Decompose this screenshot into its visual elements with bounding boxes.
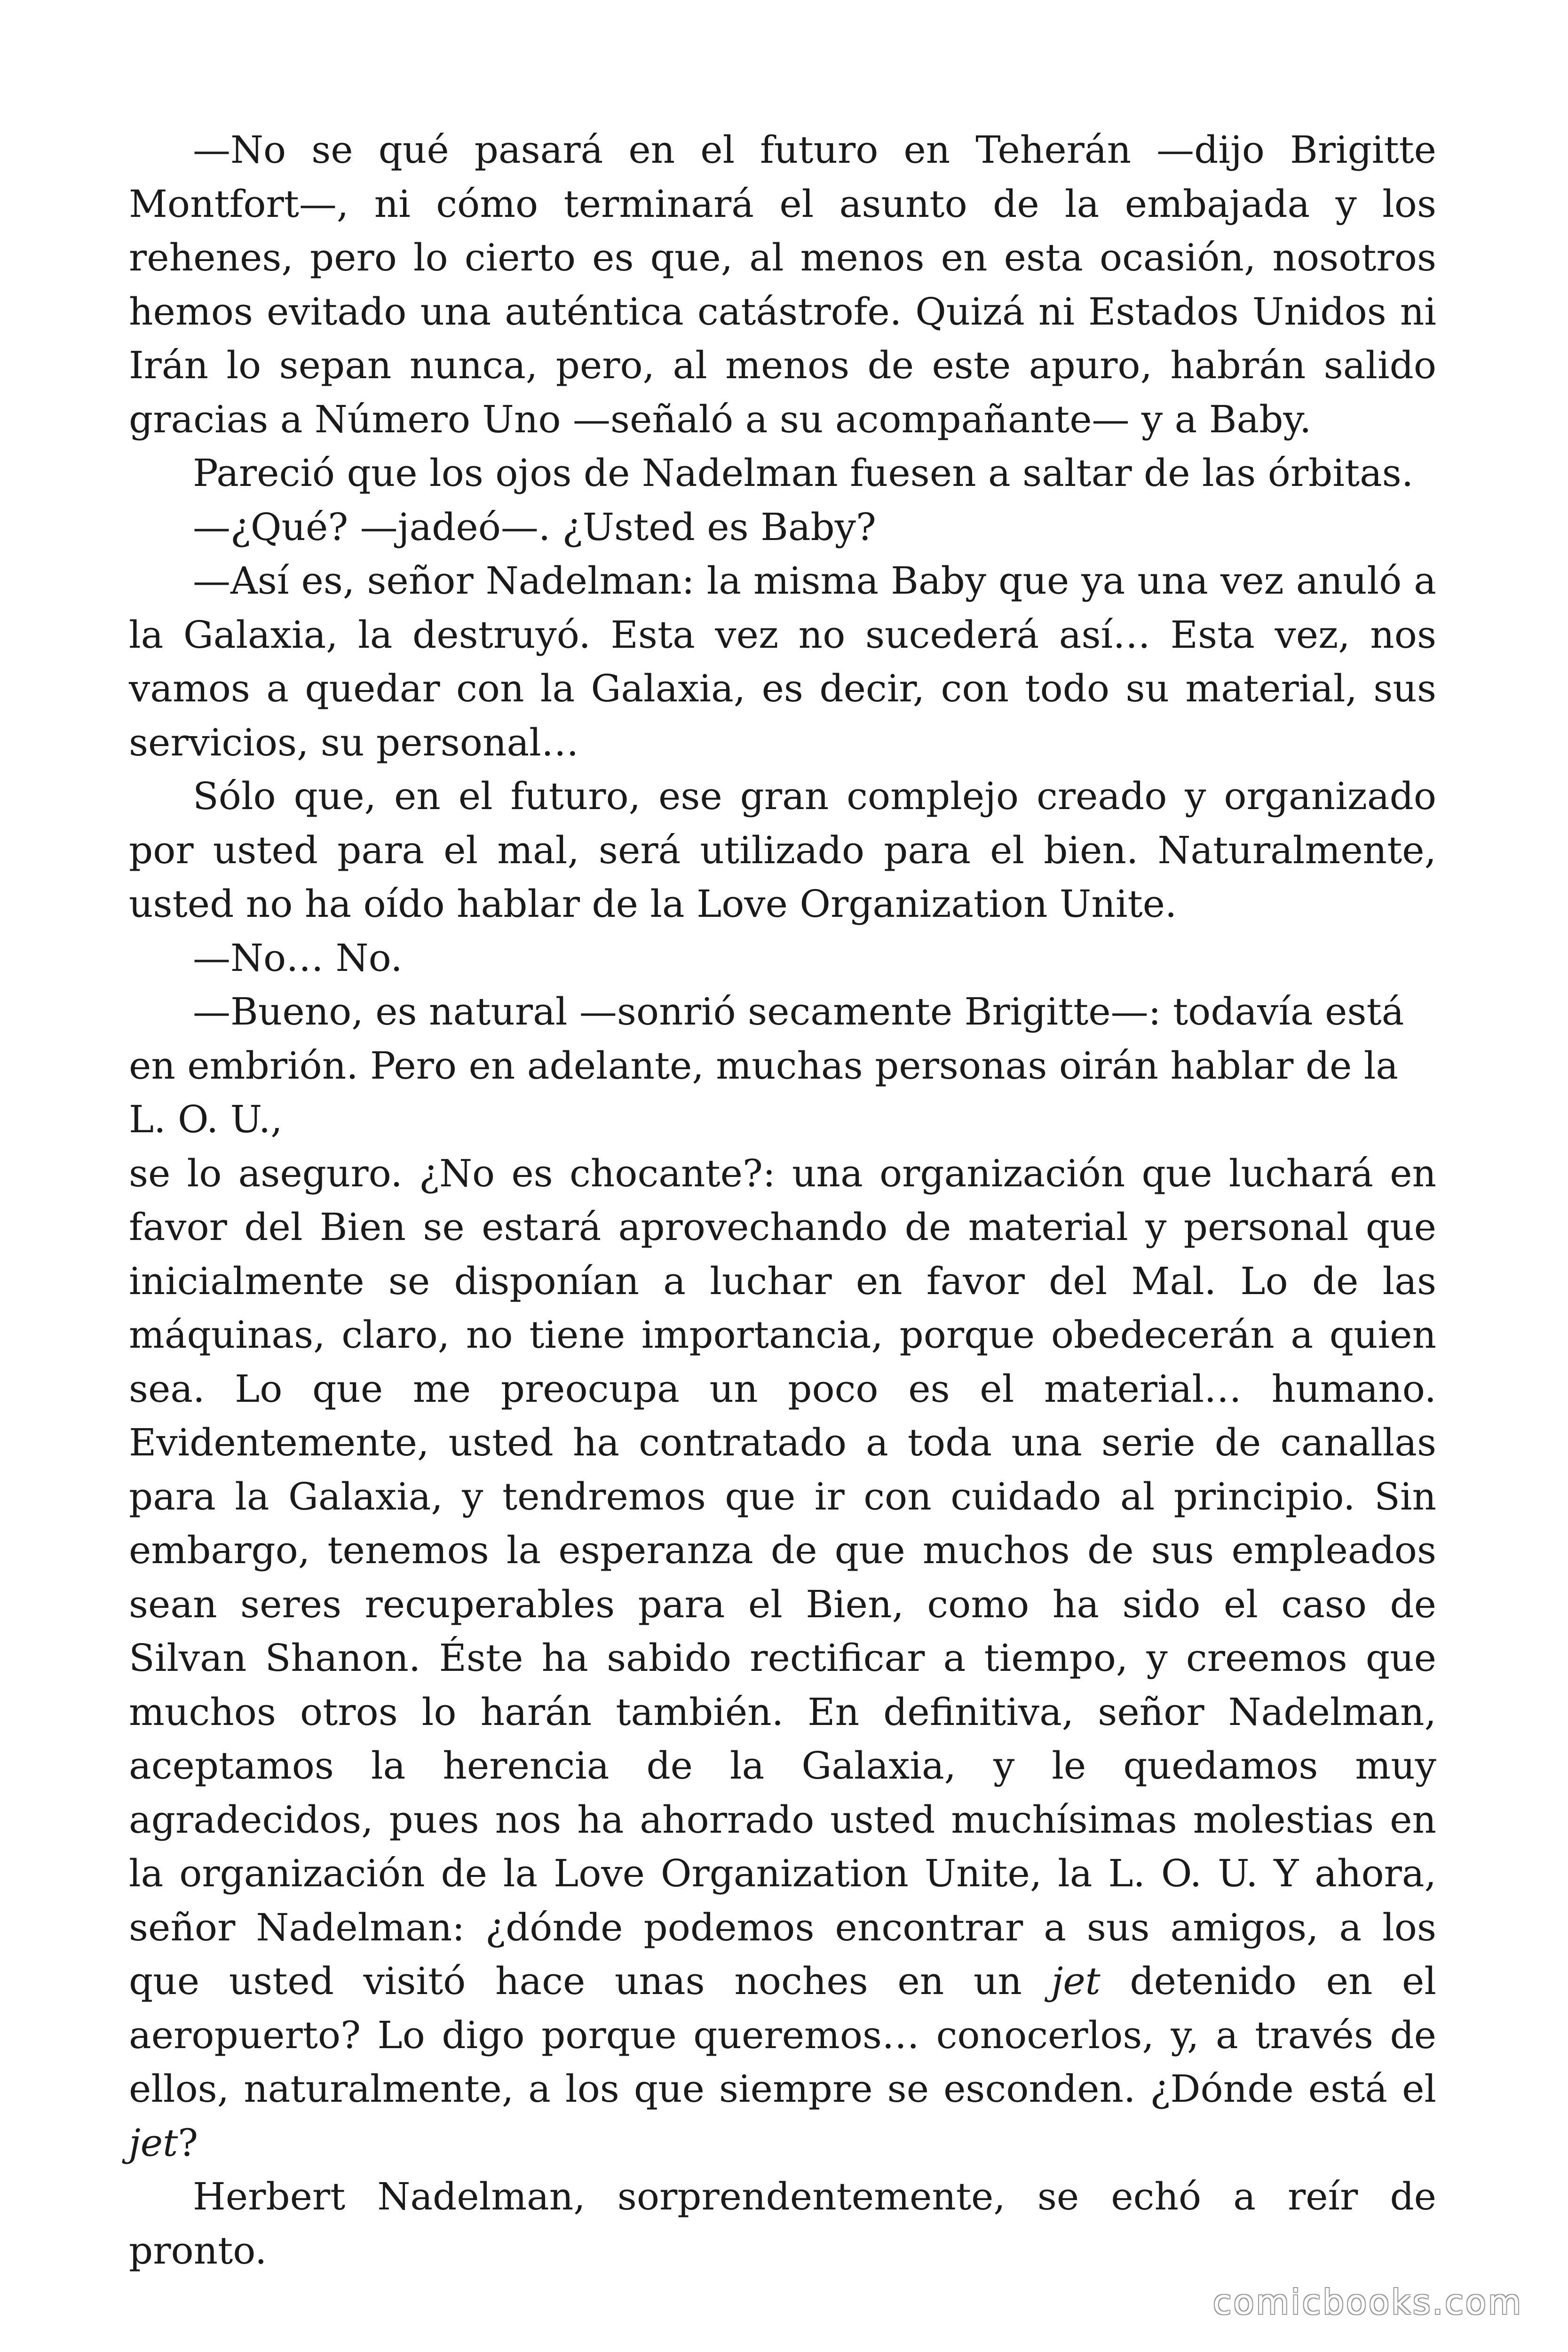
paragraph: —No… No. <box>193 936 403 980</box>
paragraph: Sólo que, en el futuro, ese gran complejo creado y organizado por usted para el mal, será utilizado para el bien. Naturalmente, usted no ha oído hablar de la Love Organization Unite. <box>129 774 1436 926</box>
paragraph: Pareció que los ojos de Nadelman fuesen a saltar de las órbitas. <box>193 451 1414 495</box>
paragraph: —¿Qué? —jadeó—. ¿Usted es Baby? <box>193 505 876 549</box>
paragraph: —No se qué pasará en el futuro en Teherán —dijo Brigitte Montfort—, ni cómo terminará el asunto de la embajada y los rehenes, pero lo cierto es que, al menos en esta ocasión, nosotros hemos evitado una auténtica catástrofe. Quizá ni Estados Unidos ni Irán lo sepan nunca, pero, al menos de este apuro, habrán salido gracias a Número Uno —señaló a su acompañante— y a Baby. <box>129 128 1436 441</box>
paragraph: Herbert Nadelman, sorprendentemente, se echó a reír de pronto. <box>129 2175 1436 2273</box>
italic-text: jet <box>1051 1959 1101 2003</box>
paragraph: —Bueno, es natural —sonrió secamente Brigitte—: todavía está en embrión. Pero en adelante, muchas personas oirán hablar de la <box>129 990 1404 1088</box>
text-run: ? <box>178 2121 198 2165</box>
watermark-logo: comicbooks.com <box>1212 2282 1523 2322</box>
italic-text: jet <box>129 2121 178 2165</box>
text-run: se lo aseguro. ¿No es chocante?: una organización que luchará en favor del Bien se estará aprovechando de material y personal que inicialmente se disponían a luchar en favor del Mal. Lo de las máquinas, claro, no tiene importancia, porque obedecerán a quien sea. Lo que me preocupa un poco es el material… humano. Evidentemente, usted ha contratado a toda una serie de canallas para la Galaxia, y tendremos que ir con cuidado al principio. Sin embargo, tenemos la esperanza de que muchos de sus empleados sean seres recuperables para el Bien, como ha sido el caso de Silvan Shanon. Éste ha sabido rectificar a tiempo, y creemos que muchos otros lo harán también. En definitiva, señor Nadelman, aceptamos la herencia de la Galaxia, y le quedamos muy agradecidos, pues nos ha ahorrado usted muchísimas molestias en la organización de la Love Organization Unite, la L. O. U. Y ahora, señor Nadelman: ¿dónde podemos encontrar a sus amigos, a los que usted visitó hace unas noches en un <box>129 1151 1436 2003</box>
paragraph: L. O. U., <box>129 1097 283 1141</box>
book-page <box>129 123 1436 2278</box>
text-run: detenido en el aeropuerto? Lo digo porque queremos… conocerlos, y, a través de ellos, naturalmente, a los que siempre se esconden. ¿Dónde está el <box>129 1959 1436 2111</box>
paragraph <box>129 1147 1436 2170</box>
paragraph: —Así es, señor Nadelman: la misma Baby que ya una vez anuló a la Galaxia, la destruyó. Esta vez no sucederá así… Esta vez, nos vamos a quedar con la Galaxia, es decir, con todo su material, sus servicios, su personal… <box>129 559 1436 764</box>
